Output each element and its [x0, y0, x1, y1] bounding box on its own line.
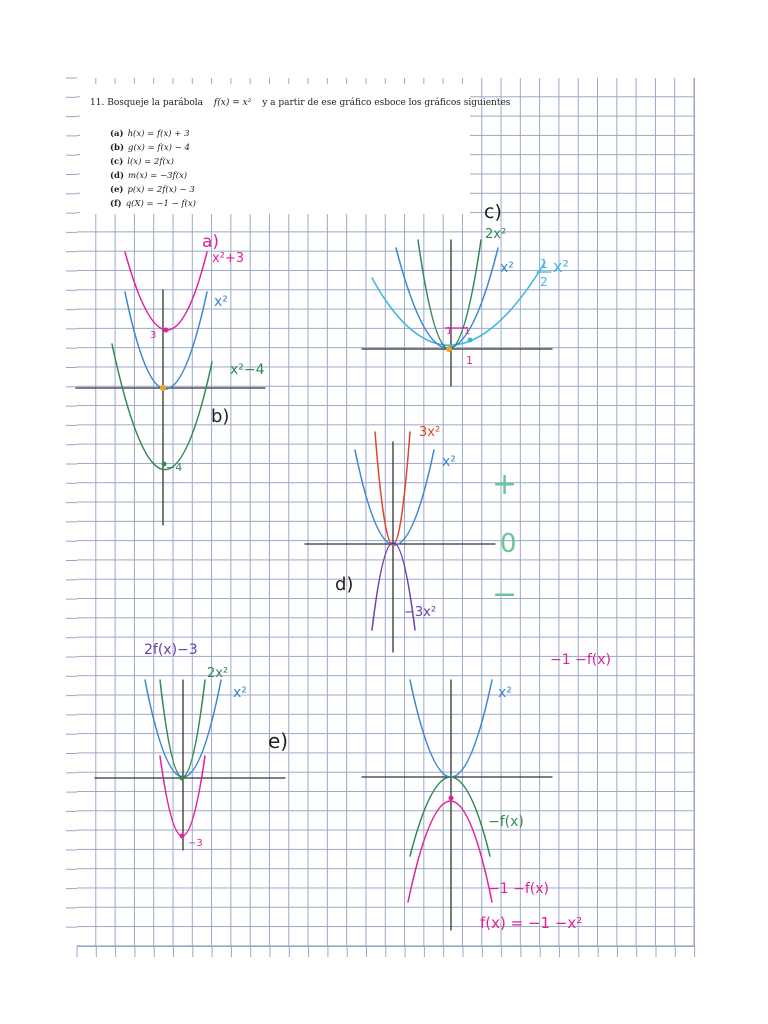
curve-x2-minus-4: [112, 344, 212, 470]
item-letter: (f): [110, 199, 122, 209]
label-c-steep: 2x²: [485, 227, 507, 242]
item-expr: g(x) = f(x) − 4: [128, 143, 190, 153]
label-f-neg: −f(x): [488, 814, 524, 830]
vertex-point: [160, 385, 166, 391]
label-b-curve: x²−4: [230, 362, 265, 378]
label-b-point: −4: [166, 461, 183, 474]
sign-minus: −: [492, 577, 518, 612]
label-c-pt3: 1: [466, 354, 473, 367]
sketch-f: [362, 652, 611, 932]
item-letter: (e): [110, 185, 124, 195]
label-c-parent: x²: [500, 260, 514, 276]
sketch-c: [362, 201, 569, 386]
problem-number: 11.: [90, 98, 105, 108]
label-d-parent: x²: [442, 454, 456, 470]
sign-plus: +: [492, 467, 518, 502]
label-a-point: 3: [150, 330, 157, 341]
label-ab-parent: x²: [214, 294, 228, 310]
curve-neg1-minus-fx: [408, 801, 492, 902]
vertex-point: [446, 346, 452, 352]
vertex-point: [164, 328, 169, 333]
label-f-shift: −1 −f(x): [488, 881, 549, 897]
item-letter: (a): [110, 129, 124, 139]
label-c-pt1: 1: [446, 326, 453, 337]
label-c-coef-den: 2: [540, 275, 548, 289]
item-expr: h(x) = f(x) + 3: [127, 129, 190, 139]
curve-half-x2: [372, 262, 545, 345]
curve-x2: [355, 450, 434, 545]
label-b: b): [211, 406, 230, 427]
label-a: a): [202, 232, 220, 252]
curve-x2-plus-3: [125, 252, 207, 330]
item-letter: (b): [110, 143, 124, 153]
label-f-final: f(x) = −1 −x²: [480, 914, 583, 932]
sketch-ab: [76, 232, 265, 525]
problem-prompt-before: Bosqueje la parábola: [107, 98, 204, 108]
sketch-e: [95, 642, 288, 850]
vertex-point: [180, 834, 185, 839]
curve-x2: [125, 292, 207, 389]
label-e-point: −3: [188, 838, 203, 849]
item-expr: m(x) = −3f(x): [128, 171, 188, 181]
vertex-point: [449, 796, 454, 801]
label-e: e): [268, 729, 289, 753]
sign-zero: 0: [500, 529, 517, 559]
problem-function: f(x) = x²: [213, 98, 252, 108]
label-d: d): [335, 574, 354, 595]
label-c-pt2: 1: [464, 326, 471, 337]
label-e-steep: 2x²: [207, 666, 229, 681]
item-letter: (d): [110, 171, 124, 181]
label-c-wide: x²: [553, 257, 569, 276]
label-d-neg: −3x²: [404, 605, 437, 620]
label-d-steep: 3x²: [419, 425, 441, 440]
label-f-parent: x²: [498, 685, 512, 701]
item-expr: p(x) = 2f(x) − 3: [127, 185, 195, 195]
vertex-point: [180, 776, 185, 781]
item-letter: (c): [110, 157, 124, 167]
label-f-title: −1 −f(x): [550, 652, 611, 668]
item-expr: l(x) = 2f(x): [127, 157, 174, 167]
curve-point: [468, 338, 473, 343]
label-e-parent: x²: [233, 685, 247, 701]
problem-prompt-after: y a partir de ese gráfico esboce los gráficos siguientes: [262, 98, 511, 108]
sketch-d: [305, 425, 517, 652]
item-expr: q(X) = −1 − f(x): [125, 199, 196, 209]
label-a-curve: x²+3: [212, 251, 245, 266]
label-c: c): [484, 201, 502, 223]
label-e-formula: 2f(x)−3: [144, 642, 198, 658]
label-c-coef-num: 1: [540, 257, 548, 271]
